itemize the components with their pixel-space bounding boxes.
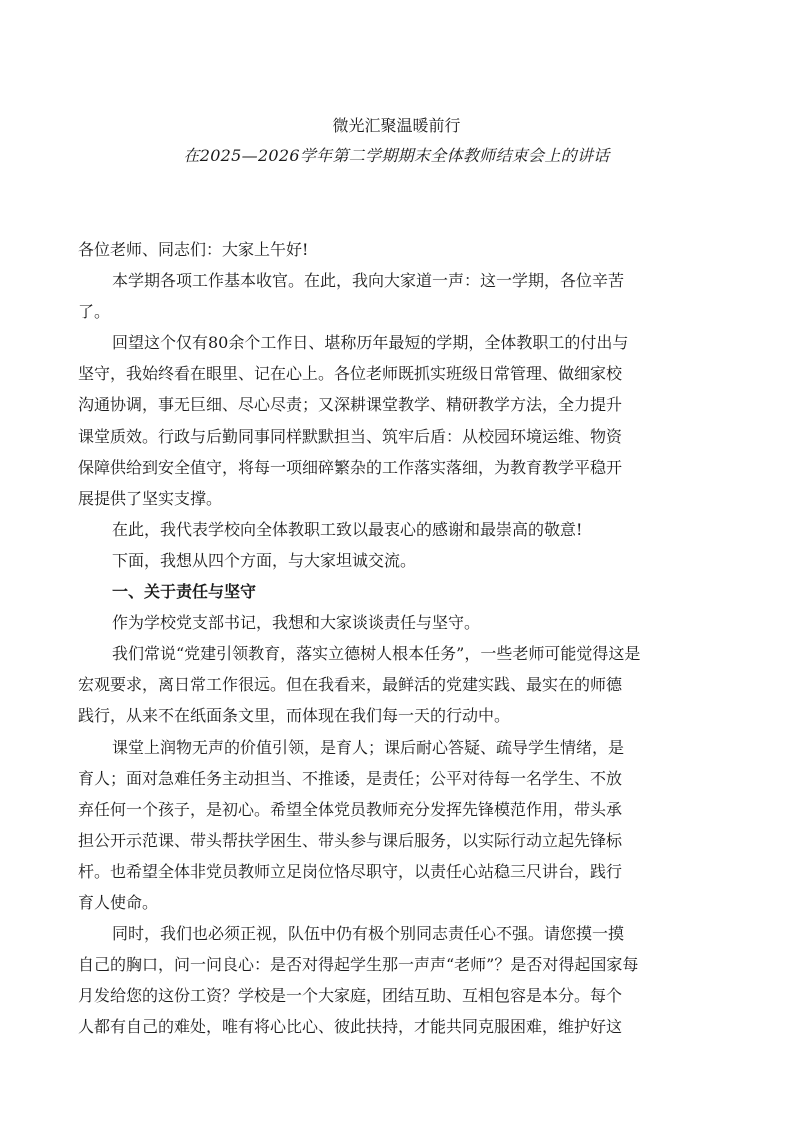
paragraph-line: 保障供给到安全值守，将每一项细碎繁杂的工作落实落细，为教育教学平稳开 (78, 457, 623, 477)
paragraph-line: 践行，从来不在纸面条文里，而体现在我们每一天的行动中。 (78, 706, 511, 726)
paragraph-line: 我们常说“党建引领教育，落实立德树人根本任务”，一些老师可能觉得这是 (112, 644, 641, 664)
paragraph-line: 展提供了坚实支撑。 (78, 488, 223, 508)
paragraph-line: 各位老师、同志们：大家上午好! (78, 240, 309, 259)
paragraph-line: 月发给您的这份工资？学校是一个大家庭，团结互助、互相包容是本分。每个 (78, 986, 623, 1006)
paragraph-line: 课堂上润物无声的价值引领，是育人；课后耐心答疑、疏导学生情绪，是 (112, 737, 625, 757)
paragraph-line: 沟通协调，事无巨细、尽心尽责；又深耕课堂教学、精研教学方法，全力提升 (78, 395, 623, 415)
paragraph-line: 人都有自己的难处，唯有将心比心、彼此扶持，才能共同克服困难，维护好这 (78, 1017, 623, 1037)
paragraph-line: 担公开示范课、带头帮扶学困生、带头参与课后服务，以实际行动立起先锋标 (78, 830, 623, 850)
paragraph-line: 坚守，我始终看在眼里、记在心上。各位老师既抓实班级日常管理、做细家校 (78, 364, 623, 384)
paragraph-line: 杆。也希望全体非党员教师立足岗位恪尽职守，以责任心站稳三尺讲台，践行 (78, 861, 623, 881)
document-subtitle: 在2025—2026学年第二学期期末全体教师结束会上的讲话 (183, 146, 610, 165)
paragraph-line: 了。 (78, 302, 111, 322)
paragraph-line: 弃任何一个孩子，是初心。希望全体党员教师充分发挥先锋模范作用，带头承 (78, 799, 623, 819)
document-body (78, 234, 718, 1042)
paragraph-line: 课堂质效。行政与后勤同事同样默默担当、筑牢后盾：从校园环境运维、物资 (78, 426, 623, 446)
paragraph-line: 育人使命。 (78, 892, 159, 912)
paragraph-line: 本学期各项工作基本收官。在此，我向大家道一声：这一学期，各位辛苦 (112, 271, 625, 291)
paragraph-line: 宏观要求，离日常工作很远。但在我看来，最鲜活的党建实践、最实在的师德 (78, 675, 623, 695)
paragraph-line: 在此，我代表学校向全体教职工致以最衷心的感谢和最崇高的敬意! (112, 519, 583, 539)
paragraph-line: 自己的胸口，问一问良心：是否对得起学生那一声声“老师”？是否对得起国家每 (78, 955, 639, 975)
paragraph-line: 同时，我们也必须正视，队伍中仍有极个别同志责任心不强。请您摸一摸 (112, 924, 625, 944)
paragraph-line: 回望这个仅有80余个工作日、堪称历年最短的学期，全体教职工的付出与 (112, 333, 629, 353)
paragraph-line: 作为学校党支部书记，我想和大家谈谈责任与坚守。 (112, 613, 481, 633)
document-title: 微光汇聚温暖前行 (332, 116, 461, 135)
section-heading: 一、关于责任与坚守 (112, 582, 257, 602)
paragraph-line: 育人；面对急难任务主动担当、不推诿，是责任；公平对待每一名学生、不放 (78, 768, 623, 788)
paragraph-line: 下面，我想从四个方面，与大家坦诚交流。 (112, 550, 417, 570)
